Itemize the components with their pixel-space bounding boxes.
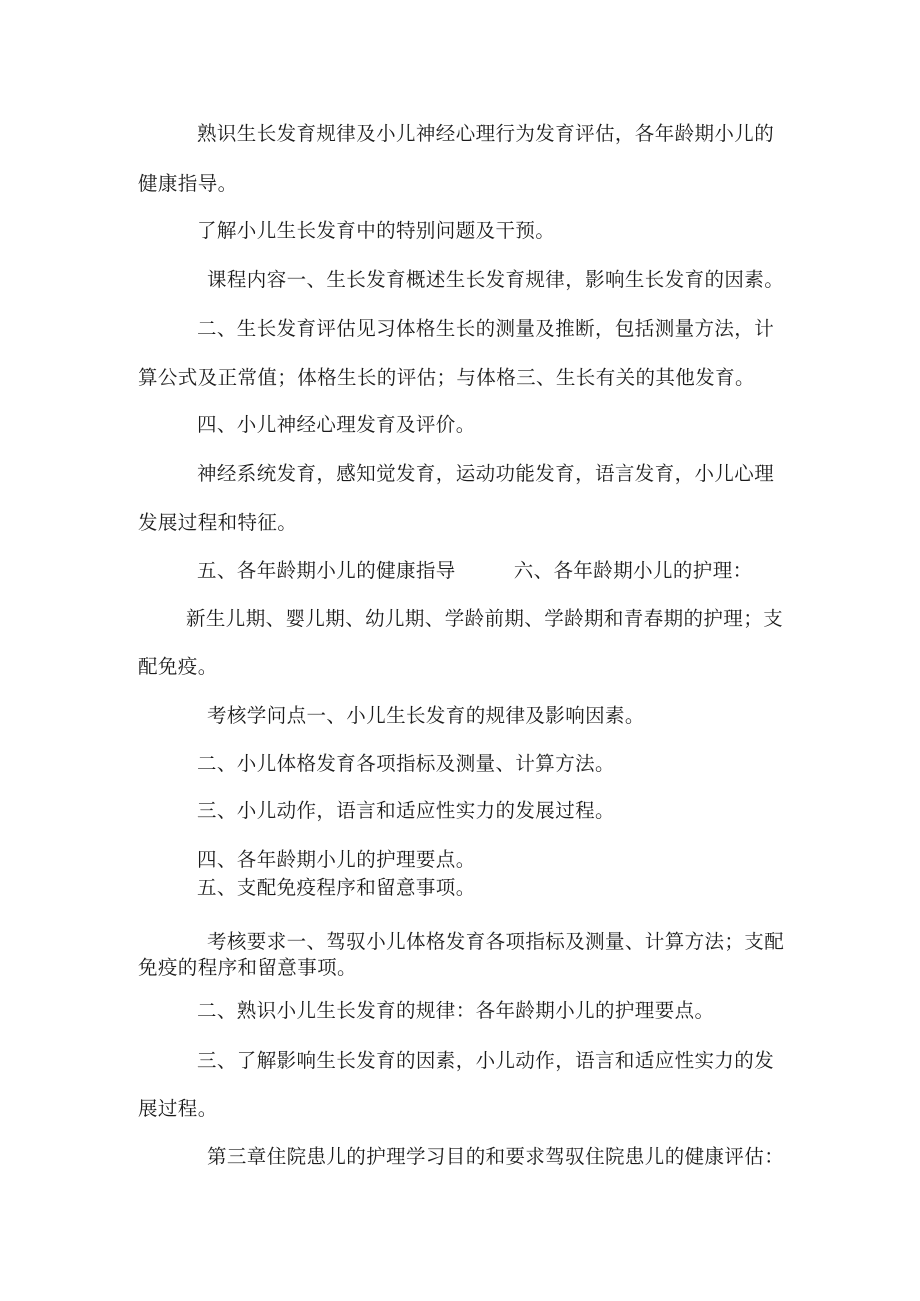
text-line: 考核学问点一、小儿生长发育的规律及影响因素。 bbox=[207, 704, 645, 727]
text-segment: 五、各年龄期小儿的健康指导 bbox=[197, 559, 456, 582]
text-line: 神经系统发育，感知觉发育，运动功能发育，语言发育，小儿心理 bbox=[197, 462, 775, 485]
text-line: 课程内容一、生长发育概述生长发育规律，影响生长发育的因素。 bbox=[207, 268, 785, 291]
text-line: 四、各年龄期小儿的护理要点。 bbox=[197, 848, 476, 871]
text-line: 熟识生长发育规律及小儿神经心理行为发育评估，各年龄期小儿的 bbox=[197, 122, 775, 145]
text-line: 四、小儿神经心理发育及评价。 bbox=[197, 413, 476, 436]
text-line: 发展过程和特征。 bbox=[138, 511, 298, 534]
text-line: 算公式及正常值；体格生长的评估；与体格三、生长有关的其他发育。 bbox=[138, 366, 755, 389]
text-line: 健康指导。 bbox=[138, 172, 238, 195]
text-line: 展过程。 bbox=[138, 1097, 218, 1120]
text-line: 三、了解影响生长发育的因素，小儿动作，语言和适应性实力的发 bbox=[197, 1049, 775, 1072]
text-line: 三、小儿动作，语言和适应性实力的发展过程。 bbox=[197, 799, 615, 822]
text-line: 配免疫。 bbox=[138, 655, 218, 678]
text-line: 了解小儿生长发育中的特别问题及干预。 bbox=[197, 219, 556, 242]
text-line-pair bbox=[197, 559, 753, 583]
text-line: 考核要求一、驾驭小儿体格发育各项指标及测量、计算方法；支配 bbox=[207, 930, 785, 953]
text-line: 新生儿期、婴儿期、幼儿期、学龄前期、学龄期和青春期的护理；支 bbox=[186, 607, 784, 630]
text-line: 二、生长发育评估见习体格生长的测量及推断，包括测量方法，计 bbox=[197, 317, 775, 340]
text-line: 免疫的程序和留意事项。 bbox=[138, 956, 357, 979]
text-segment: 六、各年龄期小儿的护理： bbox=[513, 559, 753, 582]
text-line: 五、支配免疫程序和留意事项。 bbox=[197, 876, 476, 899]
text-line: 二、熟识小儿生长发育的规律：各年龄期小儿的护理要点。 bbox=[197, 999, 715, 1022]
text-line: 第三章住院患儿的护理学习目的和要求驾驭住院患儿的健康评估： bbox=[207, 1145, 785, 1168]
text-line: 二、小儿体格发育各项指标及测量、计算方法。 bbox=[197, 752, 615, 775]
